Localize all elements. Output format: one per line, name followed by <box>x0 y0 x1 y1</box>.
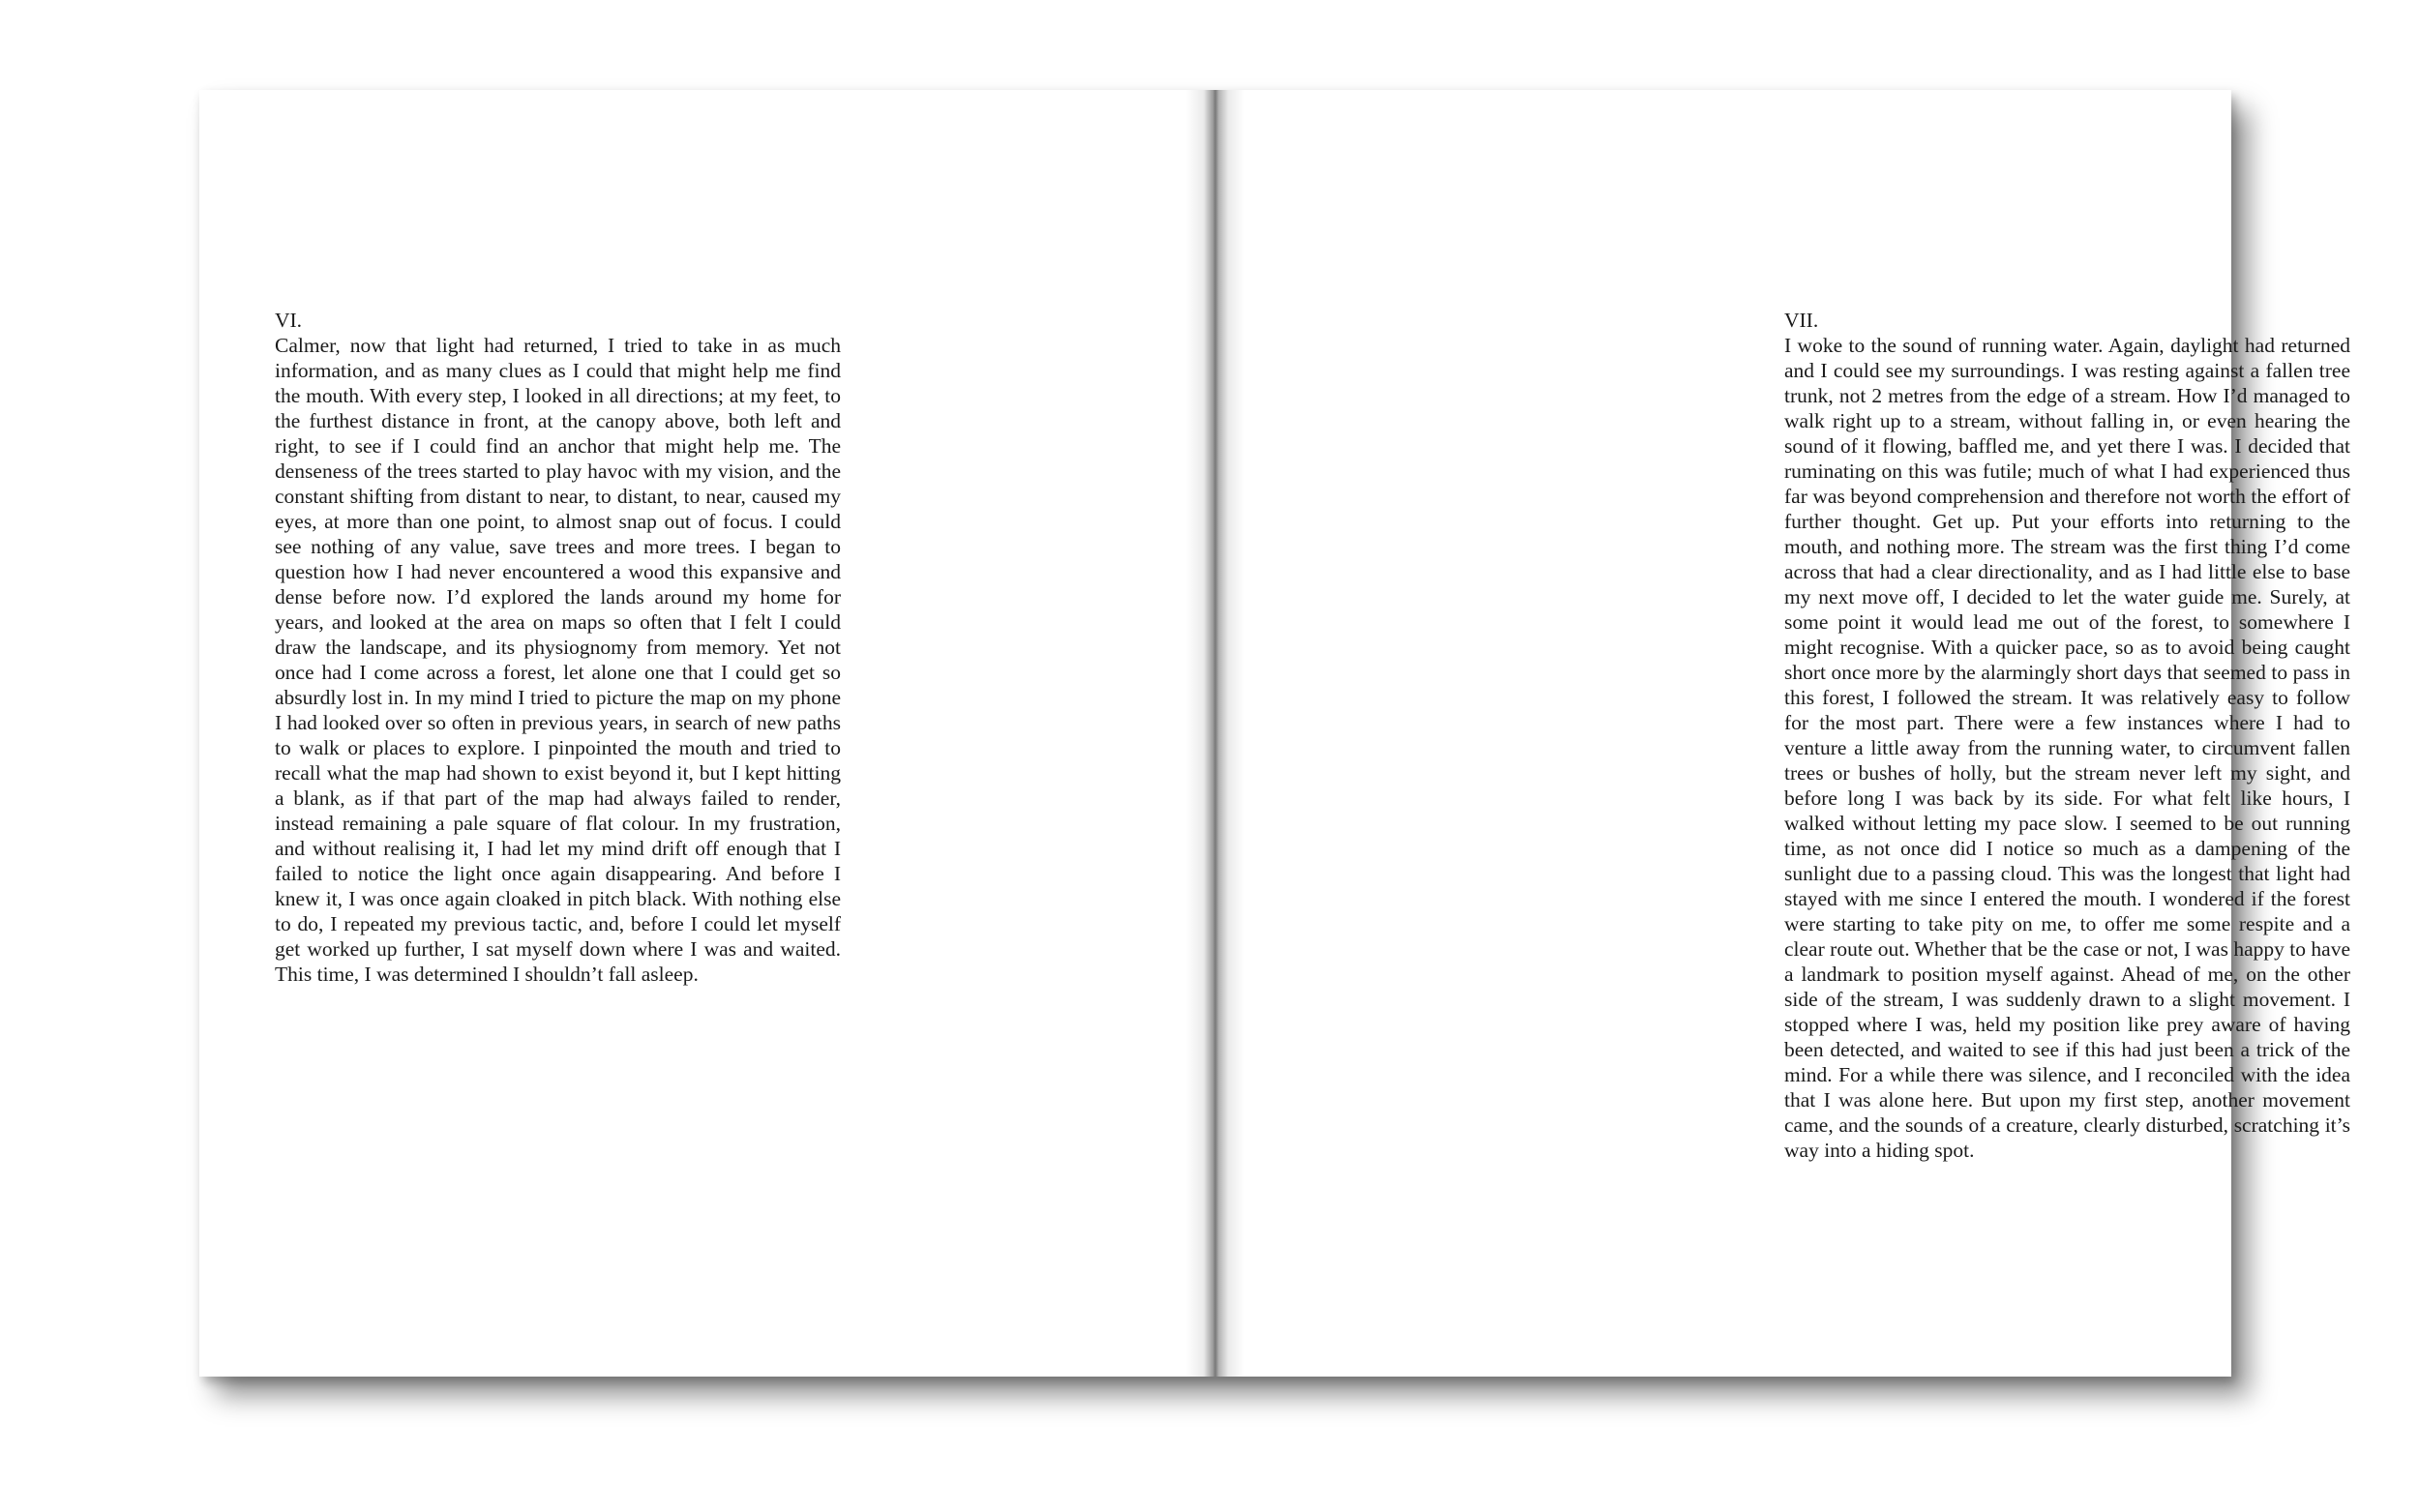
chapter-six <box>275 308 841 987</box>
book-gutter <box>1186 90 1244 1377</box>
left-page <box>199 90 1215 1377</box>
right-page <box>1215 90 2350 1377</box>
chapter-body: I woke to the sound of running water. Again, daylight had returned and I could see my surroundings. I was resting against a fallen tree trunk, not 2 metres from the edge of a stream. How I’d managed to walk right up to a stream, without falling in, or even hearing the sound of it flowing, baffled me, and yet there I was. I decided that ruminating on this was futile; much of what I had experienced thus far was beyond comprehension and therefore not worth the effort of further thought. Get up. Put your efforts into returning to the mouth, and nothing more. The stream was the first thing I’d come across that had a clear directionality, and as I had little else to base my next move off, I decided to let the water guide me. Surely, at some point it would lead me out of the forest, to somewhere I might recognise. With a quicker pace, so as to avoid being caught short once more by the alarmingly short days that seemed to pass in this forest, I followed the stream. It was relatively easy to follow for the most part. There were a few instances where I had to venture a little away from the running water, to circumvent fallen trees or bushes of holly, but the stream never left my sight, and before long I was back by its side. For what felt like hours, I walked without letting my pace slow. I seemed to be out running time, as not once did I notice so much as a dampening of the sunlight due to a passing cloud. This was the longest that light had stayed with me since I entered the mouth. I wondered if the forest were starting to take pity on me, to offer me some respite and a clear route out. Whether that be the case or not, I was happy to have a landmark to position myself against. Ahead of me, on the other side of the stream, I was suddenly drawn to a slight movement. I stopped where I was, held my position like prey aware of having been detected, and waited to see if this had just been a trick of the mind. For a while there was silence, and I reconciled with the idea that I was alone here. But upon my first step, another movement came, and the sounds of a creature, clearly disturbed, scratching it’s way into a hiding spot. <box>1784 334 2350 1162</box>
chapter-heading: VII. <box>1784 309 1819 332</box>
chapter-body: Calmer, now that light had returned, I tried to take in as much information, and as many clues as I could that might help me find the mouth. With every step, I looked in all directions; at my feet, to the furthest distance in front, at the canopy above, both left and right, to see if I could find an anchor that might help me. The denseness of the trees started to play havoc with my vision, and the constant shifting from distant to near, to distant, to near, caused my eyes, at more than one point, to almost snap out of focus. I could see nothing of any value, save trees and more trees. I began to question how I had never encountered a wood this expansive and dense before now. I’d explored the lands around my home for years, and looked at the area on maps so often that I felt I could draw the landscape, and its physiognomy from memory. Yet not once had I come across a forest, let alone one that I could get so absurdly lost in. In my mind I tried to picture the map on my phone I had looked over so often in previous years, in search of new paths to walk or places to explore. I pinpointed the mouth and tried to recall what the map had shown to exist beyond it, but I kept hitting a blank, as if that part of the map had always failed to render, instead remaining a pale square of flat colour. In my frustration, and without realising it, I had let my mind drift off enough that I failed to notice the light once again disappearing. And before I knew it, I was once again cloaked in pitch black. With nothing else to do, I repeated my previous tactic, and, before I could let myself get worked up further, I sat myself down where I was and waited. This time, I was determined I shouldn’t fall asleep. <box>275 334 841 986</box>
chapter-seven <box>1784 308 2350 1163</box>
chapter-heading: VI. <box>275 309 303 332</box>
book-spread <box>199 90 2350 1377</box>
